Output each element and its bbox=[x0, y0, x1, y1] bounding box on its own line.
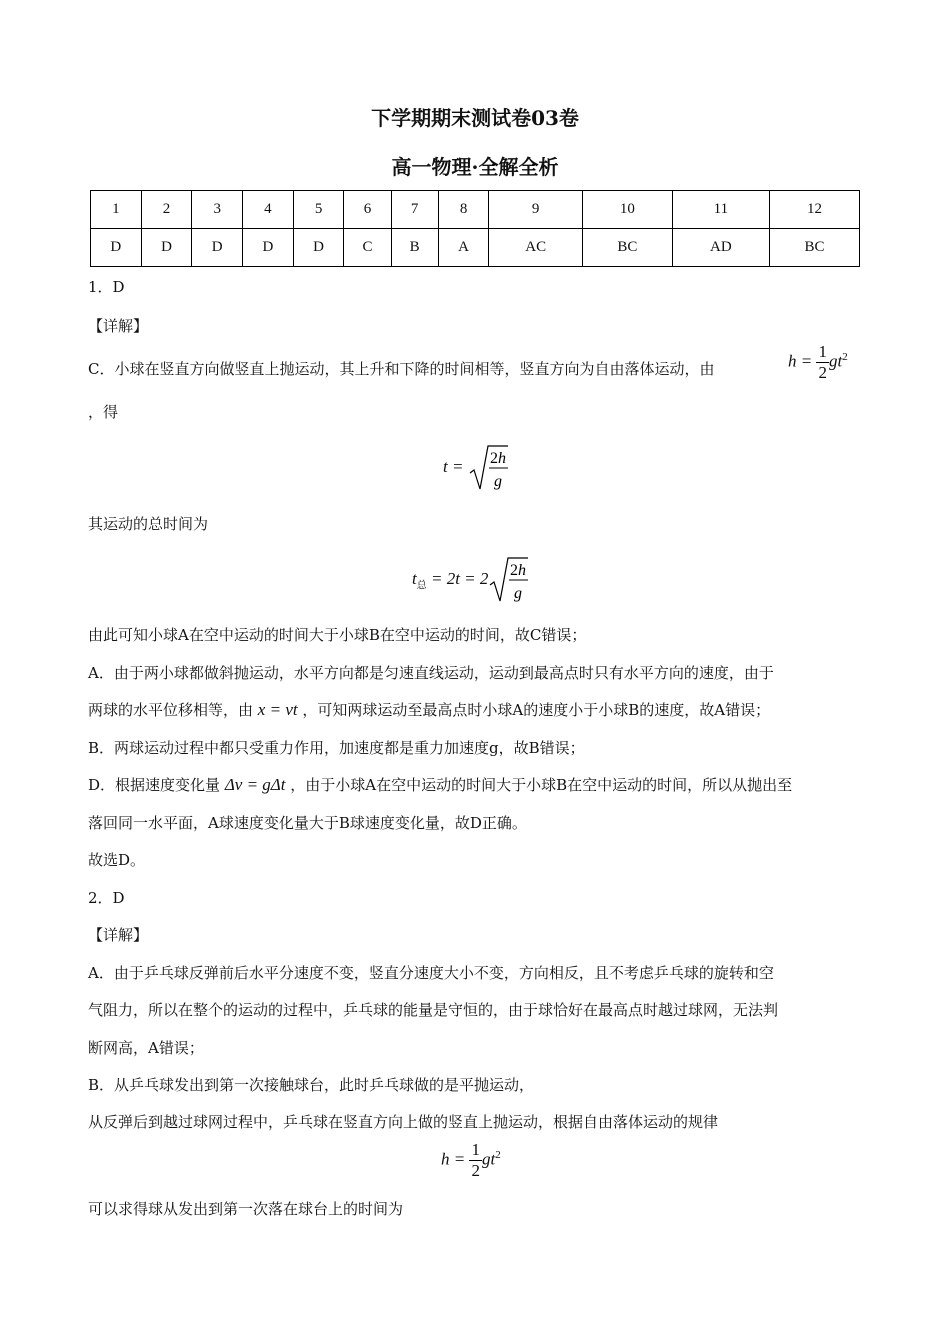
q2-heading: 2．D bbox=[88, 889, 125, 907]
question-number: 8 bbox=[438, 191, 489, 229]
q2-detail-label: 【详解】 bbox=[88, 926, 149, 944]
page-subtitle: 高一物理·全解全析 bbox=[391, 155, 559, 179]
q1-line-3a: 两球的水平位移相等，由 bbox=[88, 701, 254, 719]
svg-text:h: h bbox=[518, 562, 527, 579]
q2-line-5: 从反弹后到越过球网过程中，乒乓球在竖直方向上做的竖直上抛运动，根据自由落体运动的规律 bbox=[88, 1113, 719, 1131]
sqrt-symbol bbox=[468, 443, 508, 493]
q1-line-1: 由此可知小球A在空中运动的时间大于小球B在空中运动的时间，故C错误； bbox=[88, 626, 587, 644]
answer-value: D bbox=[141, 229, 192, 267]
answer-value: A bbox=[438, 229, 489, 267]
q1-c-tail: ，得 bbox=[88, 403, 119, 421]
svg-text:2: 2 bbox=[510, 562, 519, 579]
q2-line-6: 可以求得球从发出到第一次落在球台上的时间为 bbox=[88, 1200, 404, 1218]
q1-eq-total: $t_总 = 2t = 2$ 2 h g bbox=[412, 555, 528, 605]
question-number: 10 bbox=[582, 191, 672, 229]
answer-value: C bbox=[344, 229, 391, 267]
svg-text:g: g bbox=[514, 585, 523, 602]
q1-line-5 bbox=[88, 774, 792, 796]
answer-value: D bbox=[243, 229, 294, 267]
q2-line-2: 气阻力，所以在整个的运动的过程中，乒乓球的能量是守恒的，由于球恰好在最高点时越过球网，无法判 bbox=[88, 1001, 779, 1019]
q1-line-7: 故选D。 bbox=[88, 851, 146, 869]
question-number: 2 bbox=[141, 191, 192, 229]
svg-text:g: g bbox=[493, 473, 502, 490]
answer-number-row bbox=[91, 191, 860, 229]
q1-line-3-eq: x = vt bbox=[257, 700, 298, 719]
q1-line-5b: ，由于小球A在空中运动的时间大于小球B在空中运动的时间，所以从抛出至 bbox=[290, 776, 793, 794]
q1-total-label: 其运动的总时间为 bbox=[88, 515, 209, 533]
question-number: 12 bbox=[769, 191, 859, 229]
question-number: 3 bbox=[192, 191, 243, 229]
q1-c-line bbox=[88, 358, 714, 380]
answer-value: AD bbox=[672, 229, 769, 267]
answer-value: D bbox=[192, 229, 243, 267]
q1-c-equation: h = $\frac{1}{2}$ $gt^2$ bbox=[788, 342, 848, 382]
q1-line-4: B．两球运动过程中都只受重力作用，加速度都是重力加速度g，故B错误； bbox=[88, 739, 585, 757]
q2-equation: h = $\frac{1}{2}$ $gt^2$ bbox=[441, 1140, 501, 1180]
sqrt-symbol bbox=[488, 555, 528, 605]
q1-line-3 bbox=[88, 699, 770, 721]
q2-line-4: B．从乒乓球发出到第一次接触球台，此时乒乓球做的是平抛运动， bbox=[88, 1076, 535, 1094]
answer-value-row bbox=[91, 229, 860, 267]
answer-value: BC bbox=[582, 229, 672, 267]
question-number: 11 bbox=[672, 191, 769, 229]
answer-table bbox=[90, 190, 860, 267]
q1-c-text: C．小球在竖直方向做竖直上抛运动，其上升和下降的时间相等，竖直方向为自由落体运动，由 bbox=[88, 360, 715, 378]
question-number: 6 bbox=[344, 191, 391, 229]
q1-heading: 1．D bbox=[88, 278, 125, 296]
q1-line-5a: D．根据速度变化量 bbox=[88, 776, 221, 794]
question-number: 9 bbox=[489, 191, 583, 229]
q2-line-3: 断网高，A错误； bbox=[88, 1039, 204, 1057]
question-number: 4 bbox=[243, 191, 294, 229]
svg-text:h: h bbox=[497, 450, 506, 467]
q2-line-1: A．由于乒乓球反弹前后水平分速度不变，竖直分速度大小不变，方向相反，且不考虑乒乓球的旋转和空 bbox=[88, 964, 774, 982]
q1-line-3b: ，可知两球运动至最高点时小球A的速度小于小球B的速度，故A错误； bbox=[302, 701, 771, 719]
q1-line-2: A．由于两小球都做斜抛运动，水平方向都是匀速直线运动，运动到最高点时只有水平方向的速度，由于 bbox=[88, 664, 774, 682]
question-number: 7 bbox=[391, 191, 438, 229]
answer-value: B bbox=[391, 229, 438, 267]
answer-value: D bbox=[293, 229, 344, 267]
answer-value: D bbox=[91, 229, 142, 267]
q1-eq-t: t = 2 h g bbox=[443, 443, 508, 493]
answer-value: BC bbox=[769, 229, 859, 267]
page-title: 下学期期末测试卷03卷 bbox=[371, 106, 579, 130]
answer-value: AC bbox=[489, 229, 583, 267]
q1-line-6: 落回同一水平面，A球速度变化量大于B球速度变化量，故D正确。 bbox=[88, 814, 527, 832]
question-number: 5 bbox=[293, 191, 344, 229]
q1-detail-label: 【详解】 bbox=[88, 317, 149, 335]
q1-line-5-eq: Δv = gΔt bbox=[224, 775, 286, 794]
question-number: 1 bbox=[91, 191, 142, 229]
svg-text:2: 2 bbox=[489, 450, 498, 467]
